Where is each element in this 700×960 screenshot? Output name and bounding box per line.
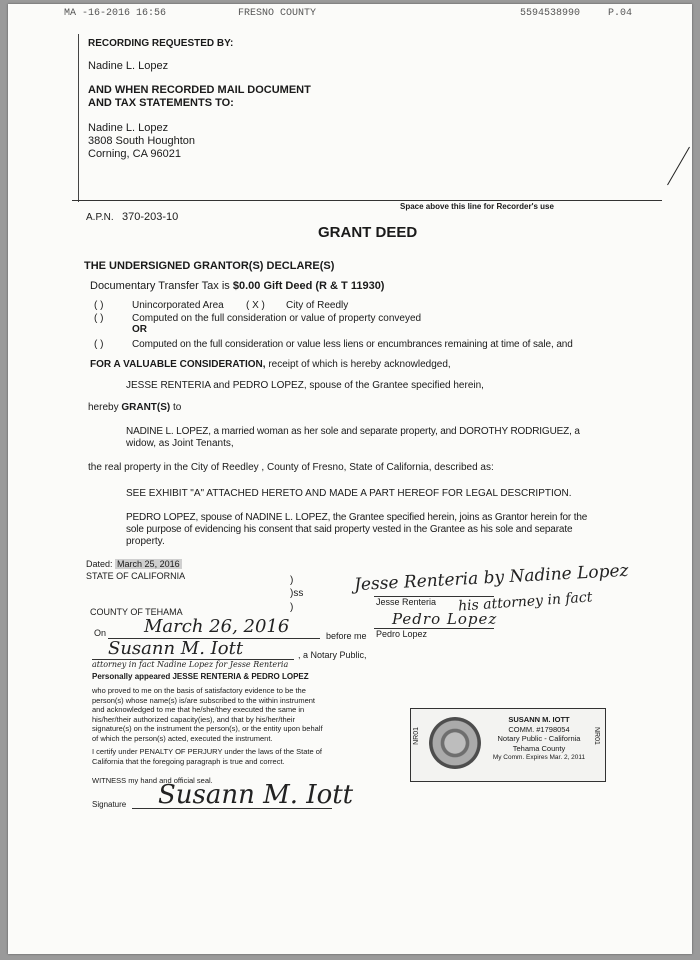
acknowledgment-block bbox=[92, 686, 364, 766]
consideration-line bbox=[90, 359, 451, 370]
left-margin-line bbox=[78, 34, 79, 202]
dated-line bbox=[86, 559, 182, 569]
ack-line: and acknowledged to me that he/she/they executed the same in bbox=[92, 705, 305, 714]
seal-notary-name: SUSANN M. IOTT bbox=[508, 715, 570, 724]
grantee-line-2: widow, as Joint Tenants, bbox=[126, 438, 234, 449]
attorney-in-fact-signature: his attorney in fact bbox=[457, 589, 593, 615]
fax-county: FRESNO COUNTY bbox=[238, 8, 317, 19]
jesse-signature-handwritten: Jesse Renteria by Nadine Lopez bbox=[353, 560, 629, 596]
recorder-divider bbox=[72, 200, 662, 201]
seal-county: Tehama County bbox=[512, 743, 566, 753]
recorder-note: Space above this line for Recorder's use bbox=[400, 202, 554, 211]
county-line: COUNTY OF TEHAMA bbox=[90, 607, 183, 617]
apn-label: A.P.N. bbox=[86, 212, 114, 223]
pedro-signature-handwritten: Pedro Lopez bbox=[392, 610, 498, 628]
attorney-in-fact-handwritten: attorney in fact Nadine Lopez for Jesse Renteria bbox=[92, 660, 289, 669]
grants-line bbox=[88, 402, 181, 413]
on-date-handwritten: March 26, 2016 bbox=[144, 616, 290, 637]
ack-line: signature(s) on the instrument the person(s), or the entity upon behalf bbox=[92, 724, 323, 733]
dated-value: March 25, 2016 bbox=[117, 559, 180, 569]
on-label: On bbox=[94, 628, 107, 638]
mail-name: Nadine L. Lopez bbox=[88, 122, 169, 134]
city-label: City of Reedly bbox=[286, 300, 349, 311]
seal-side-left: NR01 bbox=[413, 727, 420, 745]
declare-heading: THE UNDERSIGNED GRANTOR(S) DECLARE(S) bbox=[84, 260, 335, 272]
consent-line-2: sole purpose of evidencing his consent that said property vested in the Grantee as his sole and separate bbox=[126, 524, 573, 535]
seal-side-right: NR01 bbox=[593, 727, 600, 745]
apn-value: 370-203-10 bbox=[122, 211, 179, 223]
less-liens-label: Computed on the full consideration or value less liens or encumbrances remaining at time of sale, and bbox=[132, 339, 573, 350]
mail-street: 3808 South Houghton bbox=[88, 135, 196, 147]
mail-to-label-1: AND WHEN RECORDED MAIL DOCUMENT bbox=[88, 84, 311, 96]
transfer-tax-line bbox=[90, 280, 384, 292]
ss-mark: )ss bbox=[290, 588, 304, 599]
perjury-line: I certify under PENALTY OF PERJURY under the laws of the State of bbox=[92, 747, 322, 756]
requested-by-label: RECORDING REQUESTED BY: bbox=[88, 38, 234, 49]
grantors-line: JESSE RENTERIA and PEDRO LOPEZ, spouse of the Grantee specified herein, bbox=[126, 380, 484, 391]
seal-expires: My Comm. Expires Mar. 2, 2011 bbox=[492, 754, 586, 761]
less-liens-checkbox: ( ) bbox=[94, 339, 104, 350]
california-seal-icon bbox=[429, 717, 481, 769]
to-text: to bbox=[173, 402, 182, 413]
unincorporated-label: Unincorporated Area bbox=[132, 300, 224, 311]
notary-public-label: , a Notary Public, bbox=[298, 650, 367, 660]
full-consideration-label: Computed on the full consideration or value of property conveyed bbox=[132, 313, 422, 324]
page-title: GRANT DEED bbox=[318, 224, 418, 241]
dated-label: Dated: bbox=[86, 559, 113, 569]
hereby-text: hereby bbox=[88, 402, 119, 413]
mail-to-label-2: AND TAX STATEMENTS TO: bbox=[88, 97, 234, 109]
ack-line: who proved to me on the basis of satisfactory evidence to be the bbox=[92, 686, 306, 695]
mail-city: Corning, CA 96021 bbox=[88, 148, 181, 160]
pedro-printed-name: Pedro Lopez bbox=[376, 629, 428, 639]
notary-name-handwritten: Susann M. Iott bbox=[108, 638, 244, 659]
fax-datetime: MA -16-2016 16:56 bbox=[64, 8, 167, 19]
personally-appeared: Personally appeared JESSE RENTERIA & PEDRO LOPEZ bbox=[92, 672, 309, 681]
consideration-bold: FOR A VALUABLE CONSIDERATION, bbox=[90, 359, 266, 370]
grant-deed-page bbox=[8, 4, 692, 954]
or-text: OR bbox=[132, 324, 147, 335]
full-consideration-checkbox: ( ) bbox=[94, 313, 104, 324]
transfer-tax-text: Documentary Transfer Tax is bbox=[90, 280, 230, 292]
witness-line: WITNESS my hand and official seal. bbox=[92, 776, 213, 785]
consideration-rest: receipt of which is hereby acknowledged, bbox=[268, 359, 451, 370]
seal-commission: COMM. #1798054 bbox=[508, 724, 570, 734]
city-checkbox: ( X ) bbox=[246, 300, 265, 311]
unincorporated-checkbox: ( ) bbox=[94, 300, 104, 311]
property-line: the real property in the City of Reedley , County of Fresno, State of California, described as: bbox=[88, 462, 494, 473]
paren-2: ) bbox=[290, 602, 294, 613]
perjury-line: California that the foregoing paragraph is true and correct. bbox=[92, 756, 285, 766]
exhibit-line: SEE EXHIBIT "A" ATTACHED HERETO AND MADE A PART HEREOF FOR LEGAL DESCRIPTION. bbox=[126, 488, 572, 499]
ack-line: of which the person(s) acted, executed the instrument. bbox=[92, 733, 273, 743]
seal-text bbox=[487, 715, 591, 763]
notary-signature-handwritten: Susann M. Iott bbox=[158, 780, 354, 810]
seal-title: Notary Public - California bbox=[497, 734, 581, 743]
grantee-line-1: NADINE L. LOPEZ, a married woman as her sole and separate property, and DOROTHY RODRIGUEZ, a bbox=[126, 426, 580, 437]
jesse-printed-name: Jesse Renteria bbox=[376, 597, 437, 607]
signature-label: Signature bbox=[92, 800, 127, 809]
state-line: STATE OF CALIFORNIA bbox=[86, 571, 186, 581]
fax-page: P.04 bbox=[608, 8, 633, 19]
fax-phone: 5594538990 bbox=[520, 8, 581, 19]
notary-seal bbox=[410, 708, 606, 782]
grants-text: GRANT(S) bbox=[121, 402, 171, 413]
before-me-label: before me bbox=[326, 631, 367, 641]
transfer-tax-value: $0.00 Gift Deed (R & T 11930) bbox=[232, 280, 385, 292]
stray-mark bbox=[667, 147, 690, 186]
consent-line-1: PEDRO LOPEZ, spouse of NADINE L. LOPEZ, the Grantee specified herein, joins as Grantor herein for the bbox=[126, 512, 588, 523]
paren-1: ) bbox=[290, 575, 294, 586]
ack-line: person(s) whose name(s) is/are subscribed to the within instrument bbox=[92, 695, 316, 705]
consent-line-3: property. bbox=[126, 536, 165, 547]
requested-by-name: Nadine L. Lopez bbox=[88, 60, 169, 72]
ack-line: his/her/their authorized capacity(ies), and that by his/her/their bbox=[92, 714, 296, 724]
